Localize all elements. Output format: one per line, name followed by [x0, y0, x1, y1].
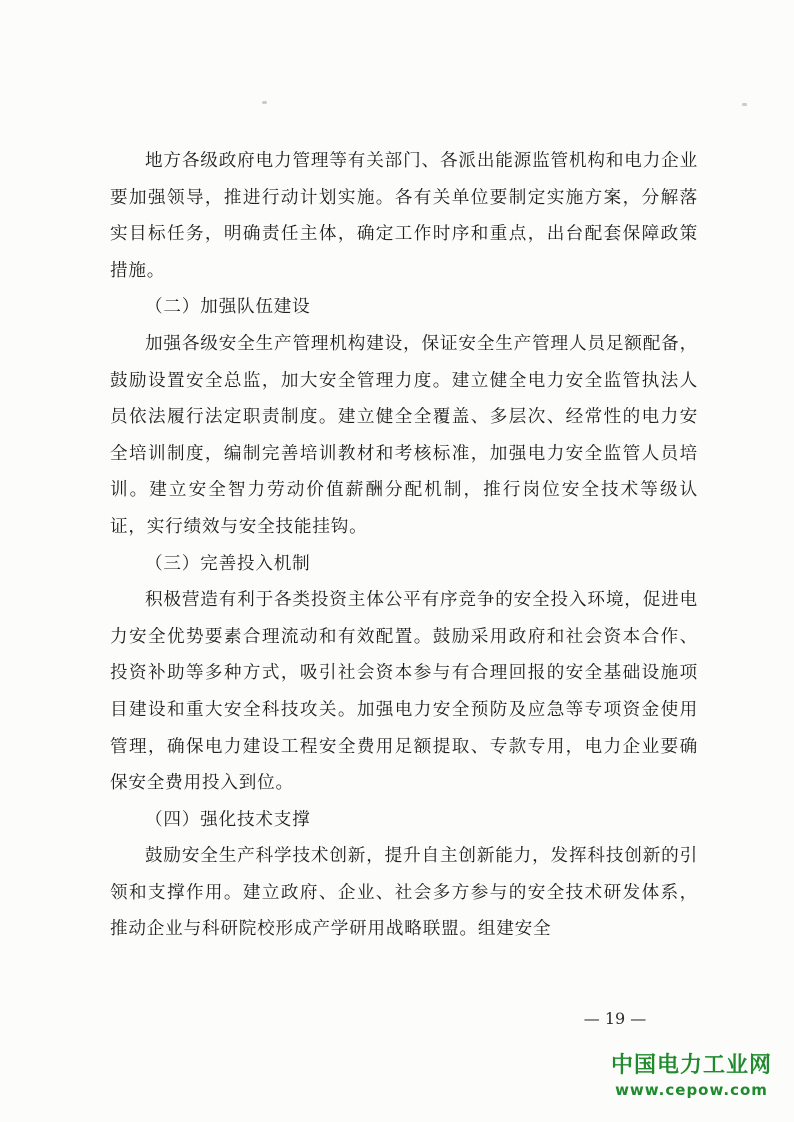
- scan-speck: [742, 103, 747, 106]
- paragraph: 鼓励安全生产科学技术创新，提升自主创新能力，发挥科技创新的引领和支撑作用。建立政府、企业、社会多方参与的安全技术研发体系，推动企业与科研院校形成产学研用战略联盟。组建安全: [110, 846, 698, 940]
- paragraph: 地方各级政府电力管理等有关部门、各派出能源监管机构和电力企业要加强领导，推进行动计划实施。各有关单位要制定实施方案，分解落实目标任务，明确责任主体，确定工作时序和重点，出台配套保障政策措施。: [110, 151, 698, 281]
- section-heading: （四）强化技术支撑: [145, 809, 311, 830]
- section-heading: （三）完善投入机制: [145, 553, 311, 574]
- watermark-name: 中国电力工业网: [610, 1053, 772, 1078]
- scan-speck: [262, 101, 267, 104]
- body-text: [110, 143, 698, 948]
- paragraph: 积极营造有利于各类投资主体公平有序竞争的安全投入环境，促进电力安全优势要素合理流动和有效配置。鼓励采用政府和社会资本合作、投资补助等多种方式，吸引社会资本参与有合理回报的安全基础设施项目建设和重大安全科技攻关。加强电力安全预防及应急等专项资金使用管理，确保电力建设工程安全费用足额提取、专款专用，电力企业要确保安全费用投入到位。: [110, 590, 698, 794]
- site-watermark: [611, 1052, 772, 1100]
- watermark-url: www.cepow.com: [615, 1081, 768, 1099]
- page-number: — 19 —: [583, 1009, 647, 1028]
- paragraph: 加强各级安全生产管理机构建设，保证安全生产管理人员足额配备，鼓励设置安全总监，加大安全管理力度。建立健全电力安全监管执法人员依法履行法定职责制度。建立健全全覆盖、多层次、经常性的电力安全培训制度，编制完善培训教材和考核标准，加强电力安全监管人员培训。建立安全智力劳动价值薪酬分配机制，推行岗位安全技术等级认证，实行绩效与安全技能挂钩。: [110, 333, 698, 537]
- section-heading: （二）加强队伍建设: [145, 297, 311, 318]
